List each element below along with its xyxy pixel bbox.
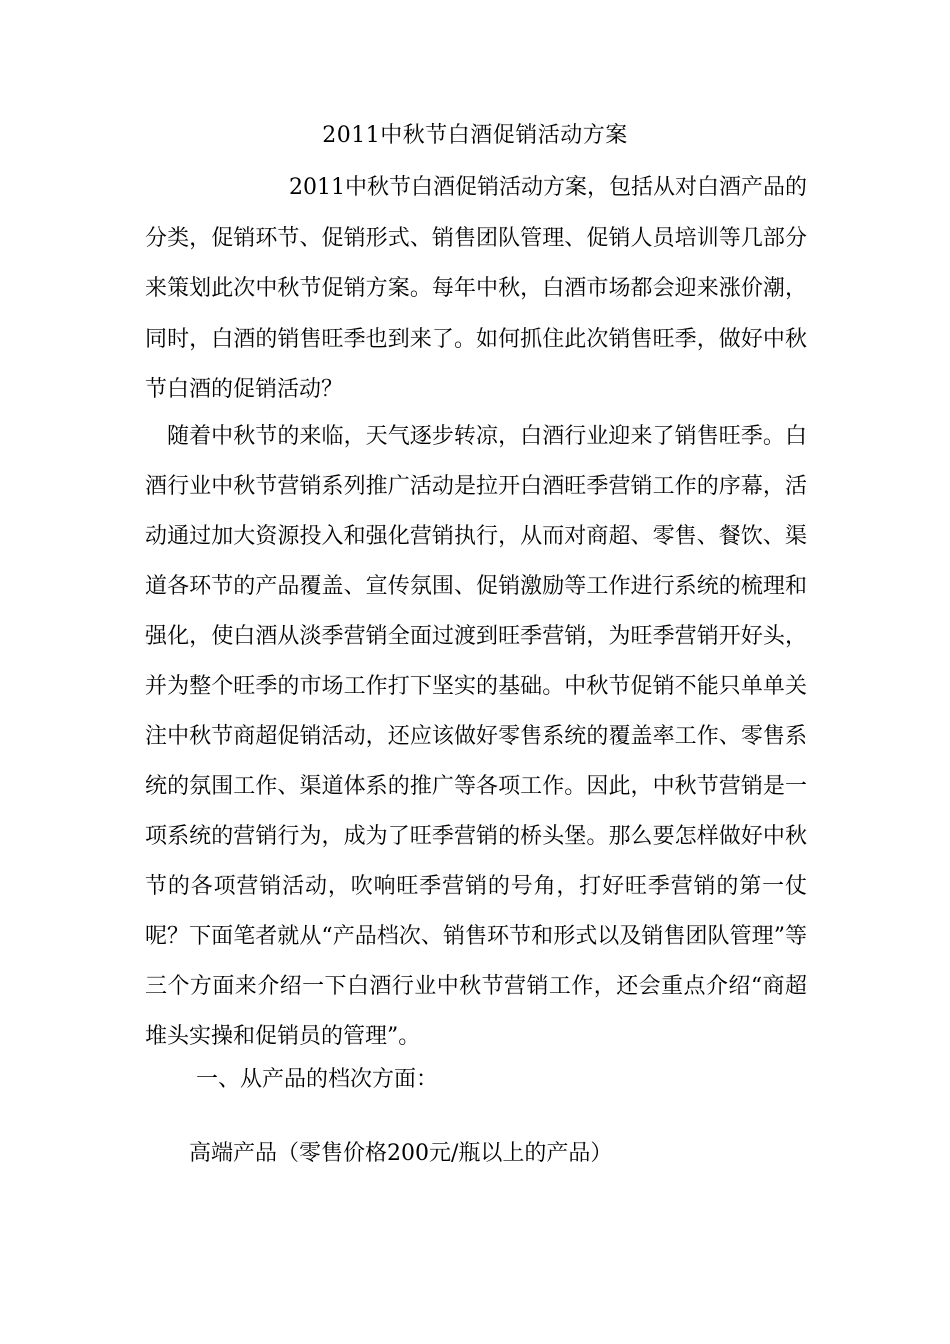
body-paragraph: 随着中秋节的来临，天气逐步转凉，白酒行业迎来了销售旺季。白酒行业中秋节营销系列推广活动是拉开白酒旺季营销工作的序幕，活动通过加大资源投入和强化营销执行，从而对商超、零售、餐饮、渠道各环节的产品覆盖、宣传氛围、促销激励等工作进行系统的梳理和强化，使白酒从淡季营销全面过渡到旺季营销，为旺季营销开好头，并为整个旺季的市场工作打下坚实的基础。中秋节促销不能只单单关注中秋节商超促销活动，还应该做好零售系统的覆盖率工作、零售系统的氛围工作、渠道体系的推广等各项工作。因此，中秋节营销是一项系统的营销行为，成为了旺季营销的桥头堡。那么要怎样做好中秋节的各项营销活动，吹响旺季营销的号角，打好旺季营销的第一仗呢？下面笔者就从“产品档次、销售环节和形式以及销售团队管理”等三个方面来介绍一下白酒行业中秋节营销工作，还会重点介绍“商超堆头实操和促销员的管理”。: [145, 424, 807, 1049]
intro-paragraph: 2011中秋节白酒促销活动方案，包括从对白酒产品的分类，促销环节、促销形式、销售团队管理、促销人员培训等几部分来策划此次中秋节促销方案。每年中秋，白酒市场都会迎来涨价潮，同时，白酒的销售旺季也到来了。如何抓住此次销售旺季，做好中秋节白酒的促销活动？: [145, 175, 807, 402]
subsection-heading: 高端产品（零售价格200元/瓶以上的产品）: [189, 1141, 613, 1166]
section-heading: 一、从产品的档次方面：: [196, 1067, 439, 1092]
document-title: 2011中秋节白酒促销活动方案: [322, 123, 628, 148]
